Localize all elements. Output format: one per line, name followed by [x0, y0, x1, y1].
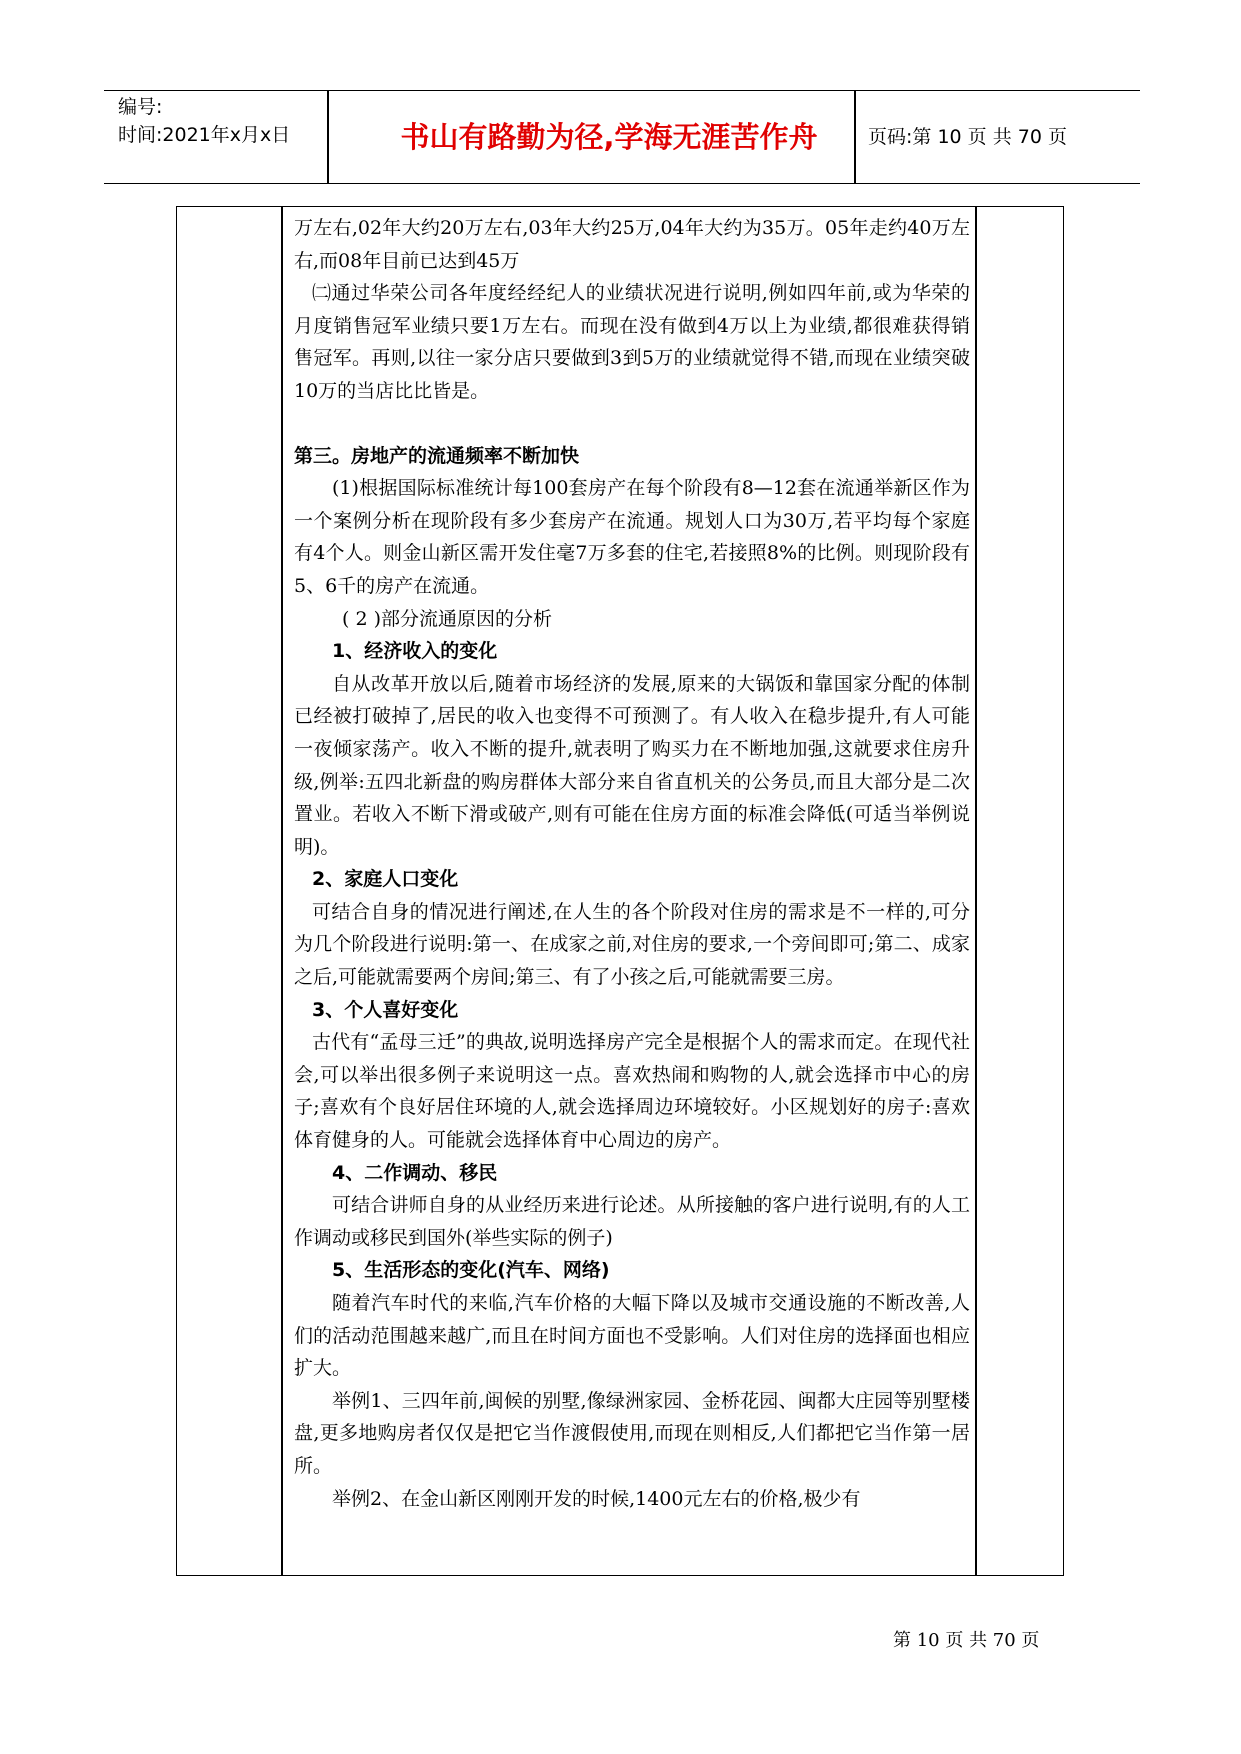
- subsection-heading: 3、个人喜好变化: [312, 998, 459, 1021]
- header-meta: [118, 93, 290, 149]
- body-text: [294, 212, 970, 1515]
- blank-line: [294, 408, 970, 440]
- header-divider: [854, 91, 856, 183]
- subsection-heading: 1、经济收入的变化: [332, 640, 498, 663]
- table-column-divider: [975, 207, 977, 1575]
- paragraph: 可结合自身的情况进行阐述,在人生的各个阶段对住房的需求是不一样的,可分为几个阶段进行说明:第一、在成家之前,对住房的要求,一个旁间即可;第二、成家之后,可能就需要两个房间;第三、有了小孩之后,可能就需要三房。: [294, 900, 970, 989]
- table-column-divider: [281, 207, 283, 1575]
- subsection-heading: 2、家庭人口变化: [312, 868, 459, 891]
- paragraph: (1)根据国际标准统计每100套房产在每个阶段有8—12套在流通举新区作为一个案例分析在现阶段有多少套房产在流通。规划人口为30万,若平均每个家庭有4个人。则金山新区需开发住毫7万多套的住宅,若接照8%的比例。则现阶段有5、6千的房产在流通。: [294, 477, 970, 597]
- paragraph: 可结合讲师自身的从业经历来进行论述。从所接触的客户进行说明,有的人工作调动或移民到国外(举些实际的例子): [294, 1194, 970, 1249]
- paragraph: 举例1、三四年前,闽候的别墅,像绿洲家园、金桥花园、闽都大庄园等别墅楼盘,更多地购房者仅仅是把它当作渡假使用,而现在则相反,人们都把它当作第一居所。: [294, 1389, 970, 1477]
- header-divider: [327, 91, 329, 183]
- section-heading: 第三。房地产的流通频率不断加快: [294, 444, 580, 467]
- paragraph: ( 2 )部分流通原因的分析: [342, 607, 552, 630]
- footer-page-number: 第 10 页 共 70 页: [893, 1630, 1040, 1651]
- page-header: [104, 90, 1140, 184]
- subsection-heading: 5、生活形态的变化(汽车、网络): [332, 1259, 610, 1282]
- paragraph: 举例2、在金山新区刚刚开发的时候,1400元左右的价格,极少有: [332, 1487, 861, 1510]
- header-page-number: 页码:第 10 页 共 70 页: [868, 126, 1067, 148]
- document-time-label: 时间:2021年x月x日: [118, 124, 291, 146]
- paragraph: 万左右,02年大约20万左右,03年大约25万,04年大约为35万。05年走约40万左右,而08年目前已达到45万: [294, 217, 970, 272]
- paragraph: 随着汽车时代的来临,汽车价格的大幅下降以及城市交通设施的不断改善,人们的活动范围越来越广,而且在时间方面也不受影响。人们对住房的选择面也相应扩大。: [294, 1292, 970, 1380]
- paragraph: 古代有“孟母三迁”的典故,说明选择房产完全是根据个人的需求而定。在现代社会,可以举出很多例子来说明这一点。喜欢热闹和购物的人,就会选择市中心的房子;喜欢有个良好居住环境的人,就会选择周边环境较好。小区规划好的房子:喜欢体育健身的人。可能就会选择体育中心周边的房产。: [294, 1031, 970, 1152]
- subsection-heading: 4、二作调动、移民: [332, 1161, 498, 1184]
- document-number-label: 编号:: [118, 96, 163, 118]
- header-motto: 书山有路勤为径,学海无涯苦作舟: [400, 120, 818, 154]
- paragraph: 自从改革开放以后,随着市场经济的发展,原来的大锅饭和靠国家分配的体制已经被打破掉了,居民的收入也变得不可预测了。有人收入在稳步提升,有人可能一夜倾家荡产。收入不断的提升,就表明了购买力在不断地加强,这就要求住房升级,例举:五四北新盘的购房群体大部分来自省直机关的公务员,而且大部分是二次置业。若收入不断下滑或破产,则有可能在住房方面的标准会降低(可适当举例说明)。: [294, 672, 970, 858]
- paragraph: ㈡通过华荣公司各年度经经纪人的业绩状况进行说明,例如四年前,或为华荣的月度销售冠军业绩只要1万左右。而现在没有做到4万以上为业绩,都很难获得销售冠军。再则,以往一家分店只要做到3到5万的业绩就觉得不错,而现在业绩突破10万的当店比比皆是。: [294, 282, 970, 402]
